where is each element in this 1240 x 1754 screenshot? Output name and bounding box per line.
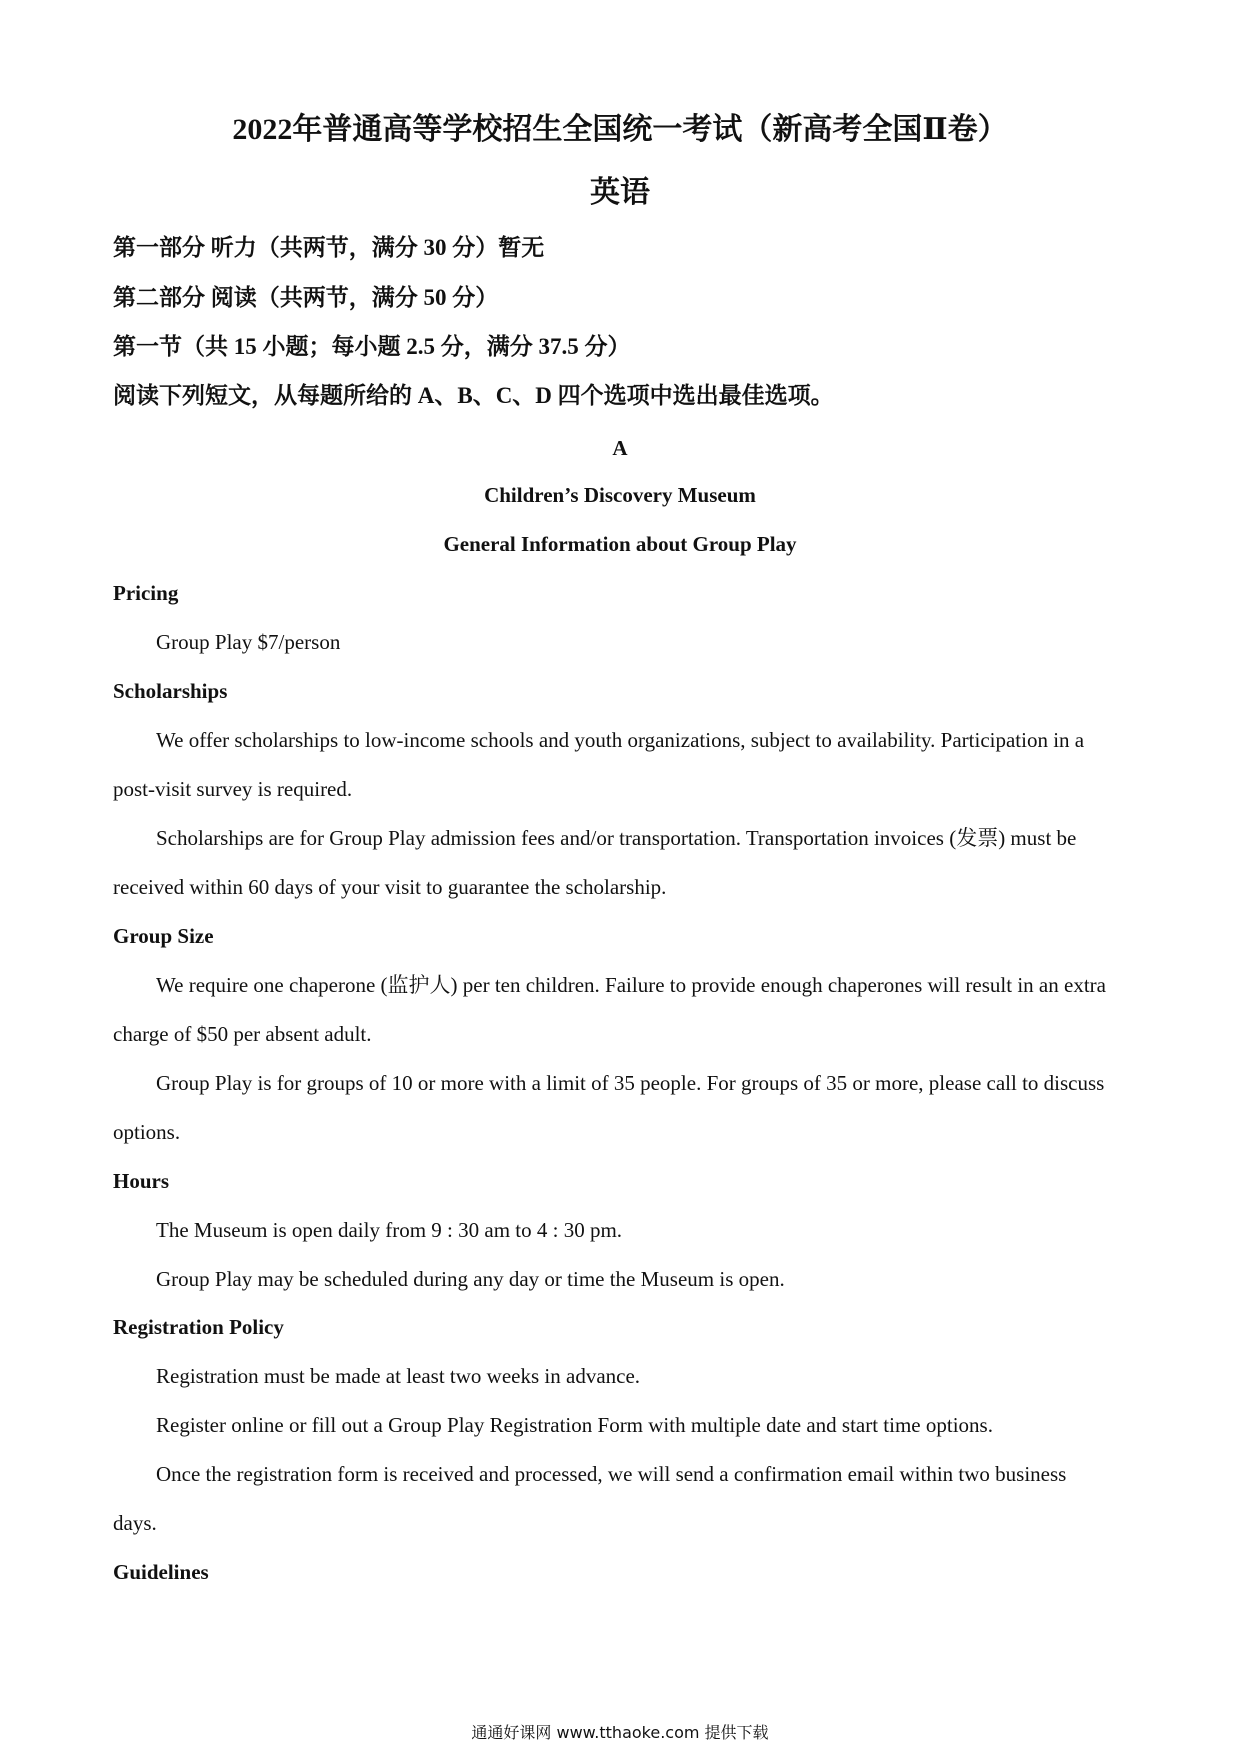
guidelines-heading: Guidelines <box>113 1560 209 1584</box>
reading-instruction: 阅读下列短文，从每题所给的 A、B、C、D 四个选项中选出最佳选项。 <box>113 383 834 408</box>
download-footer: 通通好课网 www.tthaoke.com 提供下载 <box>471 1723 769 1742</box>
pricing-text: Group Play $7/person <box>156 630 341 654</box>
group-size-p1-line2: charge of $50 per absent adult. <box>113 1022 372 1046</box>
exam-title: 2022年普通高等学校招生全国统一考试（新高考全国Ⅱ卷） <box>232 113 1008 146</box>
group-size-p2-line1: Group Play is for groups of 10 or more with a limit of 35 people. For groups of 35 or more, please call to discuss <box>156 1071 1105 1095</box>
section-one-heading: 第一节（共 15 小题；每小题 2.5 分，满分 37.5 分） <box>113 334 631 359</box>
scholarships-p1-line2: post-visit survey is required. <box>113 777 353 801</box>
hours-heading: Hours <box>113 1169 170 1193</box>
part-one-heading: 第一部分 听力（共两节，满分 30 分）暂无 <box>113 235 545 260</box>
scholarships-p2-line2: received within 60 days of your visit to guarantee the scholarship. <box>113 875 667 899</box>
registration-p1: Registration must be made at least two weeks in advance. <box>156 1364 641 1388</box>
scholarships-p1-line1: We offer scholarships to low-income schools and youth organizations, subject to availability. Participation in a <box>156 728 1085 752</box>
group-size-p1-line1: We require one chaperone (监护人) per ten children. Failure to provide enough chaperones will result in an extra <box>156 973 1106 997</box>
passage-title: Children’s Discovery Museum <box>484 483 756 507</box>
group-size-heading: Group Size <box>113 924 214 948</box>
registration-p3-line1: Once the registration form is received and processed, we will send a confirmation email within two business <box>156 1462 1067 1486</box>
registration-p3-line2: days. <box>113 1511 157 1535</box>
pricing-heading: Pricing <box>113 581 179 605</box>
passage-subtitle: General Information about Group Play <box>443 532 797 556</box>
scholarships-heading: Scholarships <box>113 679 228 703</box>
subject-title: 英语 <box>590 176 650 209</box>
group-size-p2-line2: options. <box>113 1120 181 1144</box>
scholarships-p2-line1: Scholarships are for Group Play admission fees and/or transportation. Transportation invoices (发票) must be <box>156 826 1077 850</box>
part-two-heading: 第二部分 阅读（共两节，满分 50 分） <box>113 285 499 310</box>
passage-letter: A <box>612 436 628 460</box>
hours-p1: The Museum is open daily from 9 : 30 am to 4 : 30 pm. <box>156 1218 623 1242</box>
registration-heading: Registration Policy <box>113 1315 284 1339</box>
registration-p2: Register online or fill out a Group Play Registration Form with multiple date and start time options. <box>156 1413 993 1437</box>
hours-p2: Group Play may be scheduled during any day or time the Museum is open. <box>156 1267 785 1291</box>
